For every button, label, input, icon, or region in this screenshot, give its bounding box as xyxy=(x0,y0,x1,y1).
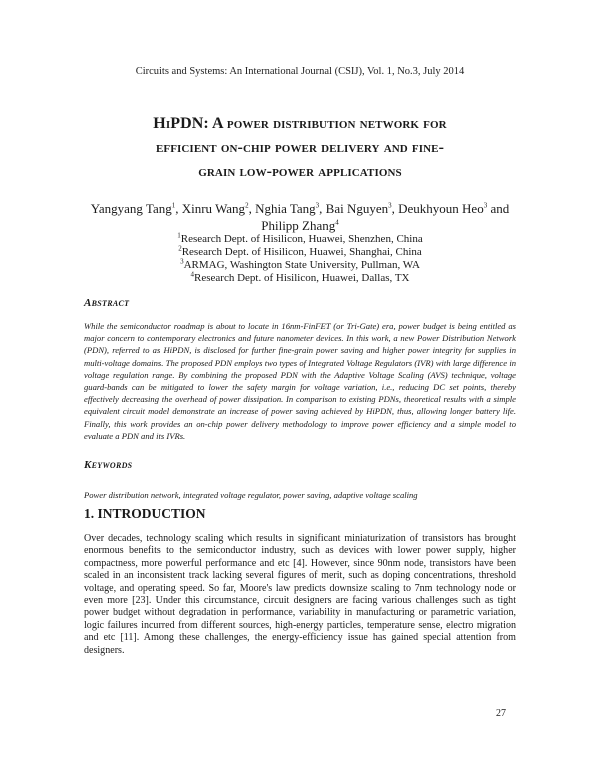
title-line-3: grain low-power applications xyxy=(198,163,402,180)
paper-title xyxy=(60,112,540,184)
author-name: Deukhyoun Heo xyxy=(398,201,484,216)
author-list xyxy=(80,200,520,234)
author-separator: , xyxy=(248,201,256,216)
affiliation-text: Research Dept. of Hisilicon, Huawei, Shenzhen, China xyxy=(180,233,423,245)
keywords-text: Power distribution network, integrated voltage regulator, power saving, adaptive voltage scaling xyxy=(84,490,418,500)
abstract-text: While the semiconductor roadmap is about to locate in 16nm-FinFET (or Tri-Gate) era, power budget is being entitled as major concern to contemporary electronics and future nanometer devices. In this work, a new Power Distribution Network (PDN), referred to as HiPDN, is disclosed for further fine-grain power saving and higher power integrity for supplies in multi-voltage domains. The proposed PDN employs two types of Integrated Voltage Regulators (IVR) with large difference in voltage regulation range. By combining the proposed PDN with the Adaptive Voltage Scaling (AVS) technique, voltage guard-bands can be mitigated to lower the safety margin for voltage variation, i.e., reducing DC set points, thereby effectively decreasing the overhead of power dissipation. In comparison to existing PDNs, theoretical results with a simple equivalent circuit model demonstrate an increase of power saving achieved by HiPDN, thus, allowing longer battery life. Finally, this work provides an on-chip power delivery methodology to improve power efficiency and a simple model to evaluate a PDN and its IVRs. xyxy=(84,321,516,441)
author-name: Bai Nguyen xyxy=(325,201,389,216)
author-separator: , xyxy=(319,201,326,216)
running-header: Circuits and Systems: An International Journal (CSIJ), Vol. 1, No.3, July 2014 xyxy=(135,66,465,77)
author-affiliation-marker: 2 xyxy=(245,201,249,210)
abstract-heading: Abstract xyxy=(84,297,130,309)
affiliation-marker: 1 xyxy=(177,231,181,240)
author-separator: and xyxy=(487,201,510,216)
author-affiliation-marker: 1 xyxy=(171,201,176,210)
affiliation-marker: 2 xyxy=(178,244,182,253)
author-affiliation-marker: 4 xyxy=(335,218,339,227)
affiliation-marker: 4 xyxy=(190,270,195,279)
affiliation-line xyxy=(80,233,520,246)
page-number: 27 xyxy=(496,708,506,719)
author-affiliation-marker: 3 xyxy=(483,201,488,210)
author-name: Xinru Wang xyxy=(181,201,246,216)
introduction-heading: 1. INTRODUCTION xyxy=(84,506,206,521)
affiliation-line xyxy=(80,259,520,272)
affiliation-marker: 3 xyxy=(180,257,184,266)
affiliation-text: Research Dept. of Hisilicon, Huawei, Dallas, TX xyxy=(194,272,410,284)
author-name: Nghia Tang xyxy=(255,201,316,216)
keywords-heading: Keywords xyxy=(84,459,133,471)
title-line-1: HiPDN: A power distribution network for xyxy=(153,115,447,132)
affiliation-list xyxy=(80,233,520,285)
author-affiliation-marker: 3 xyxy=(388,201,392,210)
author-separator: , xyxy=(391,201,399,216)
author-separator: , xyxy=(175,201,182,216)
affiliation-line xyxy=(80,272,520,285)
affiliation-text: Research Dept. of Hisilicon, Huawei, Shanghai, China xyxy=(181,246,422,258)
author-name: Yangyang Tang xyxy=(90,201,172,216)
title-line-2: efficient on-chip power delivery and fine- xyxy=(155,139,445,156)
affiliation-text: ARMAG, Washington State University, Pullman, WA xyxy=(183,259,420,271)
author-affiliation-marker: 3 xyxy=(315,201,320,210)
author-name: Philipp Zhang xyxy=(261,218,336,233)
introduction-text: Over decades, technology scaling which results in significant miniaturization of transistors has brought enormous benefits to the semiconductor industry, such as devices with lower power supply, higher compactness, more powerful performance and etc [4]. However, since 90nm node, transistors have been scaled in an inconsistent track lacking several figures of merit, such as doping concentrations, threshold voltage, and operating speed. So far, Moore's law predicts downsize scaling to 7nm technology node or even more [23]. Under this circumstance, circuit designers are facing various challenges such as tight power budget without degradation in performance, variability in manufacturing or parametric variation, logic failures incurred from different sources, high-energy particles, temperature sense, electro migration and etc [11]. Among these challenges, the energy-efficiency issue has gained special attention from designers. xyxy=(84,533,516,656)
affiliation-line xyxy=(80,246,520,259)
